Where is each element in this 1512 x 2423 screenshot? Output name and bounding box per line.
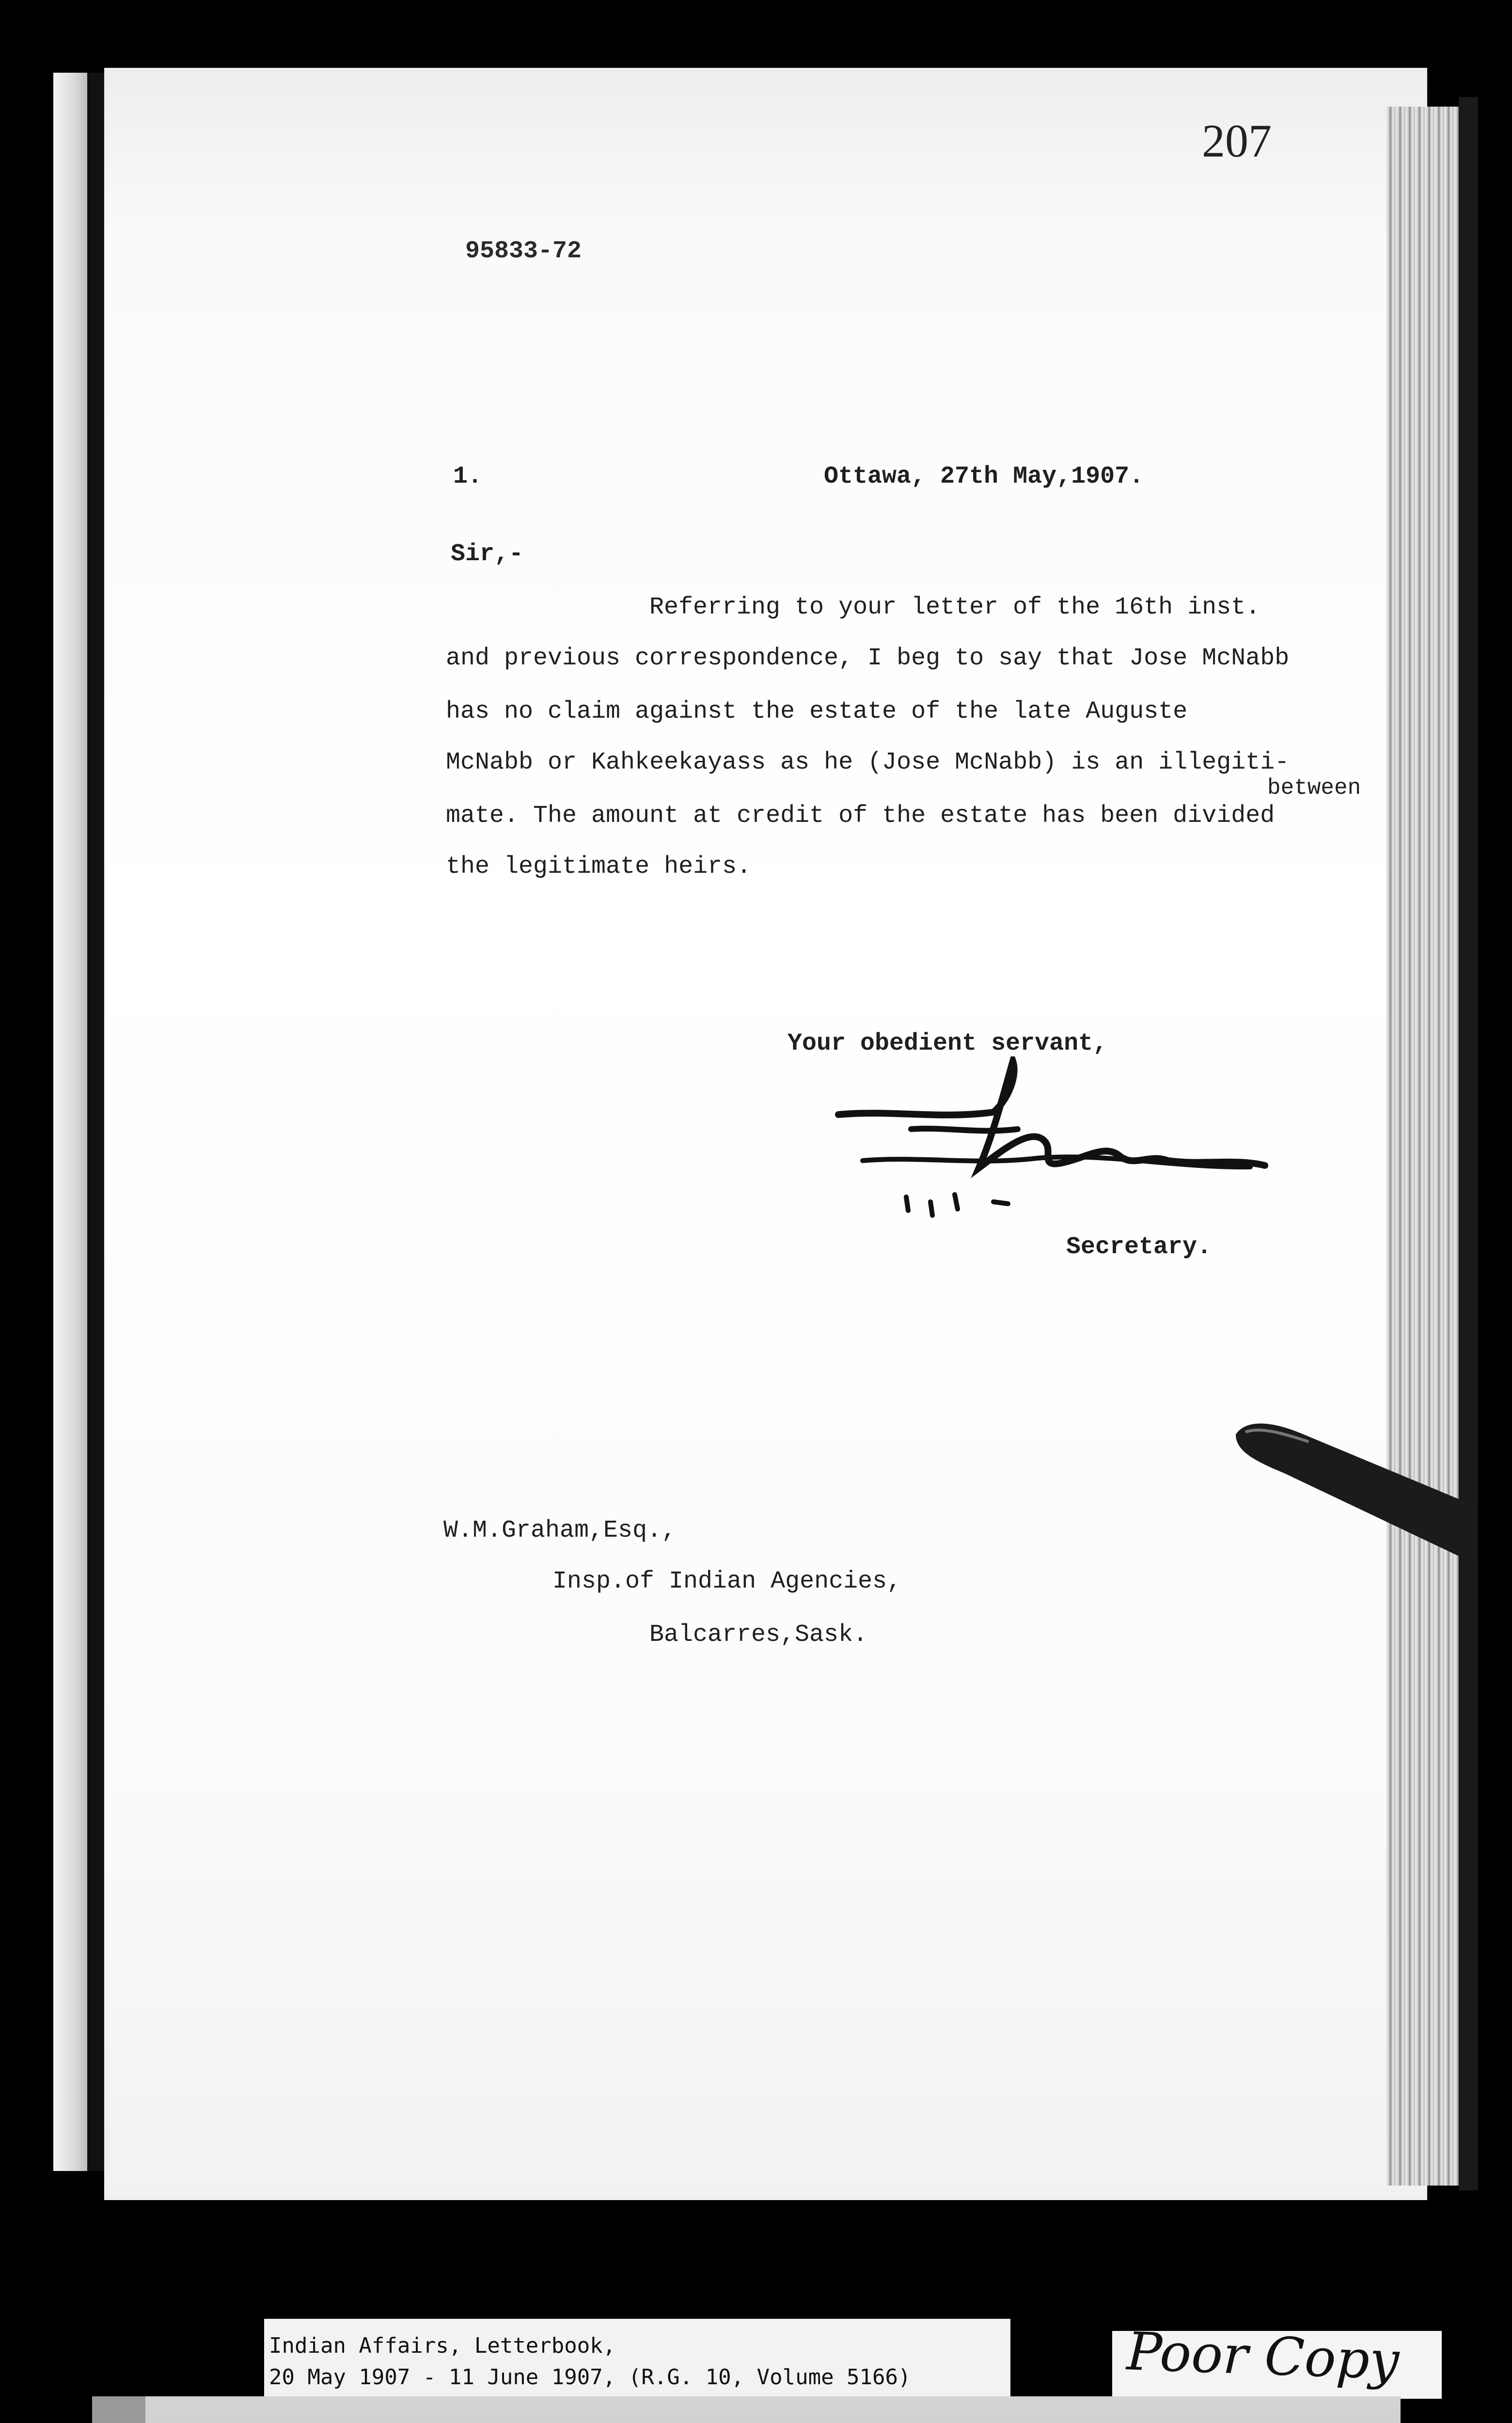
handwritten-signature — [834, 1056, 1270, 1250]
pen-tip-icon — [1226, 1405, 1478, 1599]
book-right-shadow — [1459, 97, 1478, 2190]
closing: Your obedient servant, — [788, 1030, 1108, 1057]
body-line: has no claim against the estate of the late Auguste — [446, 698, 1188, 725]
reference-line: 20 May 1907 - 11 June 1907, (R.G. 10, Volume 5166) — [269, 2365, 911, 2390]
reference-line: Indian Affairs, Letterbook, — [269, 2333, 616, 2358]
stamp-edge — [92, 2396, 145, 2423]
file-number: 95833-72 — [465, 237, 582, 265]
address-line: Insp.of Indian Agencies, — [552, 1568, 902, 1595]
body-line: the legitimate heirs. — [446, 853, 752, 881]
address-line: Balcarres,Sask. — [649, 1621, 868, 1649]
body-line: Referring to your letter of the 16th inst. — [649, 594, 1260, 621]
body-line: mate. The amount at credit of the estate has been divided — [446, 802, 1275, 830]
letter-number: 1. — [453, 463, 483, 490]
folio-number: 207 — [1202, 115, 1272, 167]
address-line: W.M.Graham,Esq., — [443, 1517, 677, 1544]
quality-note: Poor Copy — [1125, 2321, 1401, 2392]
body-line: McNabb or Kahkeekayass as he (Jose McNabb) is an illegiti- — [446, 749, 1290, 776]
salutation: Sir,- — [451, 540, 524, 568]
archives-stamp — [92, 2396, 1401, 2423]
signer-title: Secretary. — [1066, 1233, 1212, 1261]
book-left-edge — [53, 73, 87, 2171]
book-page-edges — [1386, 107, 1459, 2186]
handwritten-insertion: between — [1267, 775, 1361, 801]
dateline: Ottawa, 27th May,1907. — [824, 463, 1144, 490]
body-line: and previous correspondence, I beg to say that Jose McNabb — [446, 645, 1290, 672]
